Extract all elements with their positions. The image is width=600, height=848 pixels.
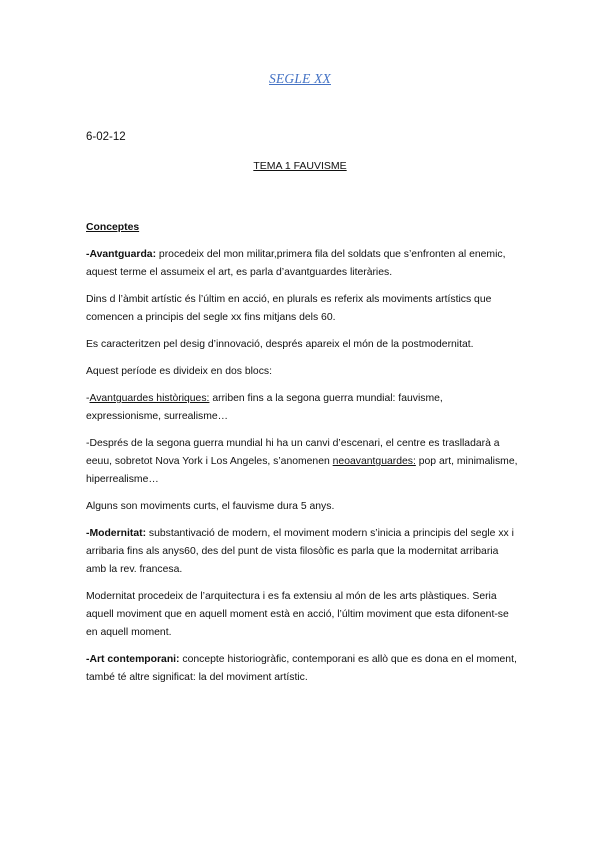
document-date: 6-02-12 — [86, 131, 126, 143]
section-heading-paragraph — [86, 219, 518, 237]
paragraph-suffix: pop art, minimalisme, hiperrealisme… — [86, 456, 518, 485]
paragraph-text: Aquest període es divideix en dos blocs: — [86, 366, 272, 377]
paragraph-caracteritzen — [86, 336, 518, 354]
term-art-contemporani: -Art contemporani: — [86, 654, 180, 665]
paragraph-text: arriben fins a la segona guerra mundial: fauvisme, expressionisme, surrealisme… — [86, 393, 443, 422]
definition-modernitat: substantivació de modern, el moviment modern s’inicia a principis del segle xx i arribaria fins als anys60, des del punt de vista filosòfic es parla que la modernitat arribaria amb la rev. francesa. — [86, 528, 514, 575]
definition-avantguarda: procedeix del mon militar,primera fila del soldats que s’enfronten al enemic, aquest terme el assumeix el art, es parla d’avantguardes literàries. — [86, 249, 506, 278]
paragraph-text: Dins d l’àmbit artístic és l’últim en acció, en plurals es referix als moviments artístics que comencen a principis del segle xx fins mitjans dels 60. — [86, 294, 492, 323]
term-neoavantguardes: neoavantguardes: — [332, 456, 416, 467]
paragraph-prefix: - — [86, 393, 90, 404]
paragraph-text: Alguns son moviments curts, el fauvisme dura 5 anys. — [86, 501, 335, 512]
paragraph-text: Modernitat procedeix de l’arquitectura i es fa extensiu al món de les arts plàstiques. Seria aquell moviment que en aquell moment està en acció, l’últim moviment que esta difonent-se en aquell moment. — [86, 591, 509, 638]
paragraph-avantguarda — [86, 246, 518, 282]
paragraph-modernitat — [86, 525, 518, 579]
term-avantguardes-historiques: Avantguardes històriques: — [89, 393, 210, 404]
paragraph-avantguardes-historiques — [86, 390, 518, 426]
paragraph-neoavantguardes — [86, 435, 518, 489]
term-avantguarda: -Avantguarda: — [86, 249, 157, 260]
document-title: SEGLE XX — [269, 71, 331, 86]
term-modernitat: -Modernitat: — [86, 528, 147, 539]
topic-heading: TEMA 1 FAUVISME — [253, 160, 347, 172]
definition-art-contemporani: concepte historiogràfic, contemporani es allò que es dona en el moment, també té altre significat: la del moviment artístic. — [86, 654, 517, 683]
paragraph-text: Es caracteritzen pel desig d’innovació, després apareix el món de la postmodernitat. — [86, 339, 474, 350]
paragraph-moviments-curts — [86, 498, 518, 516]
document-body — [86, 219, 518, 696]
section-heading: Conceptes — [86, 222, 140, 233]
paragraph-modernitat-arquitectura — [86, 588, 518, 642]
paragraph-periode — [86, 363, 518, 381]
paragraph-ambit-artistic — [86, 291, 518, 327]
paragraph-text: -Després de la segona guerra mundial hi ha un canvi d’escenari, el centre es traslladarà a eeuu, sobretot Nova York i Los Angeles, s’anomenen — [86, 438, 500, 467]
paragraph-art-contemporani — [86, 651, 518, 687]
